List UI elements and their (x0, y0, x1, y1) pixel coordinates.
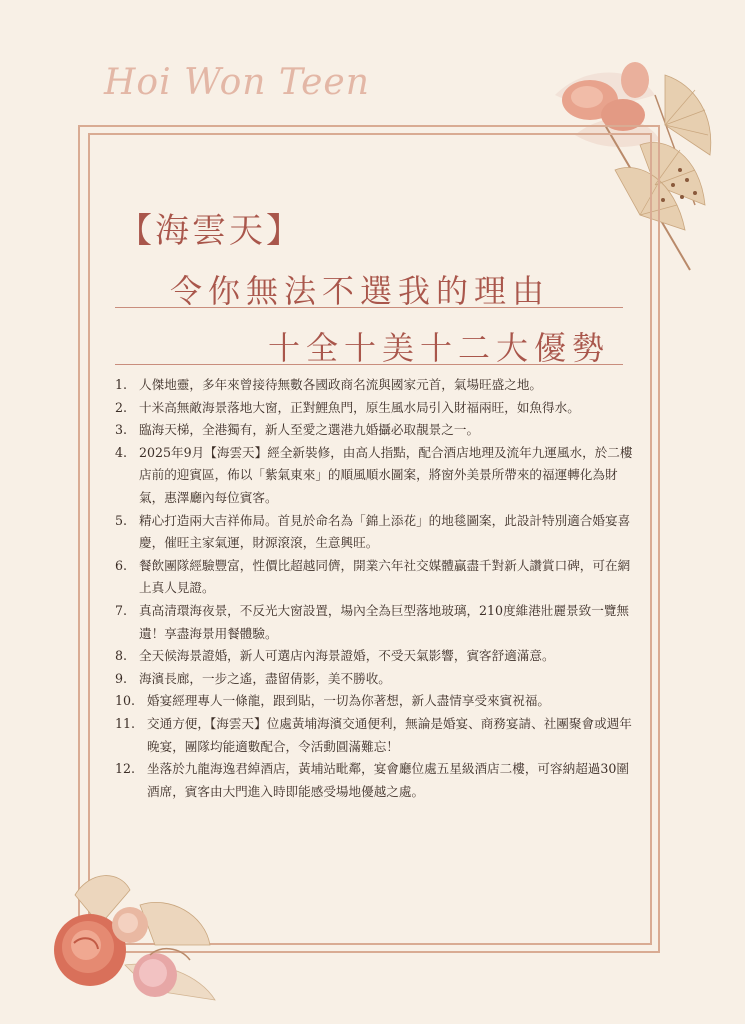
item-number: 4. (115, 444, 128, 460)
list-item (115, 442, 637, 510)
item-text: 交通方便，【海雲天】位處黃埔海濱交通便利，無論是婚宴、商務宴請、社團聚會或週年晚宴，團隊均能適數配合，令活動圓滿難忘！ (147, 715, 632, 754)
list-item (115, 690, 637, 713)
list-item (115, 645, 637, 668)
item-number: 7. (115, 602, 128, 618)
list-item (115, 668, 637, 691)
item-number: 12. (115, 761, 136, 777)
brand-script-logo: Hoi Won Teen (104, 62, 370, 103)
item-number: 6. (115, 557, 128, 573)
item-text: 十米高無敵海景落地大窗，正對鯉魚門，原生風水局引入財福兩旺，如魚得水。 (139, 399, 580, 415)
item-text: 人傑地靈，多年來曾接待無數各國政商名流與國家元首，氣場旺盛之地。 (139, 377, 542, 392)
item-number: 1. (115, 377, 128, 392)
item-number: 11. (115, 715, 136, 731)
list-item (115, 397, 637, 420)
divider (115, 307, 623, 308)
list-item (115, 600, 637, 645)
list-item (115, 758, 637, 803)
advantages-list (115, 374, 637, 803)
divider (115, 364, 623, 365)
floral-decoration-bottom-left (30, 865, 230, 1015)
item-number: 5. (115, 512, 128, 528)
item-text: 婚宴經理專人一條龍，跟到貼，一切為你著想，新人盡情享受來賓祝福。 (147, 693, 550, 709)
list-item (115, 713, 637, 758)
item-text: 臨海天梯，全港獨有，新人至愛之選港九婚攝必取靚景之一。 (139, 422, 480, 438)
list-item (115, 555, 637, 600)
item-number: 10. (115, 693, 136, 709)
page-title: 【海雲天】 (118, 211, 303, 251)
page-subtitle-2: 十全十美十二大優勢 (268, 329, 611, 367)
item-number: 3. (115, 422, 128, 438)
list-item (115, 510, 637, 555)
list-item (115, 419, 637, 442)
item-text: 餐飲團隊經驗豐富，性價比超越同儕，開業六年社交媒體贏盡千對新人讚賞口碑，可在網上真人見證。 (139, 557, 631, 596)
item-text: 坐落於九龍海逸君綽酒店，黃埔站毗鄰，宴會廳位處五星級酒店二樓，可容納超過30圍酒席，賓客由大門進入時即能感受場地優越之處。 (147, 761, 629, 799)
list-item (115, 374, 637, 397)
item-number: 9. (115, 670, 128, 686)
item-text: 海濱長廊，一步之遙，盡留倩影，美不勝收。 (139, 670, 391, 686)
item-text: 真高清環海夜景，不反光大窗設置，場內全為巨型落地玻璃，210度維港壯麗景致一覽無遺！享盡海景用餐體驗。 (139, 602, 630, 641)
item-number: 2. (115, 399, 128, 415)
item-text: 2025年9月【海雲天】經全新裝修，由高人指點，配合酒店地理及流年九運風水，於二樓店前的迎賓區，佈以「紫氣東來」的順風順水圖案，將窗外美景所帶來的福運轉化為財氣，惠澤廳內每位賓客。 (139, 444, 633, 505)
item-text: 精心打造兩大吉祥佈局。首見於命名為「錦上添花」的地毯圖案，此設計特別適合婚宴喜慶，催旺主家氣運，財源滾滾，生意興旺。 (139, 512, 631, 551)
item-number: 8. (115, 648, 128, 664)
item-text: 全天候海景證婚，新人可選店內海景證婚，不受天氣影響，賓客舒適滿意。 (139, 648, 555, 664)
page-subtitle: 令你無法不選我的理由 (170, 272, 551, 310)
